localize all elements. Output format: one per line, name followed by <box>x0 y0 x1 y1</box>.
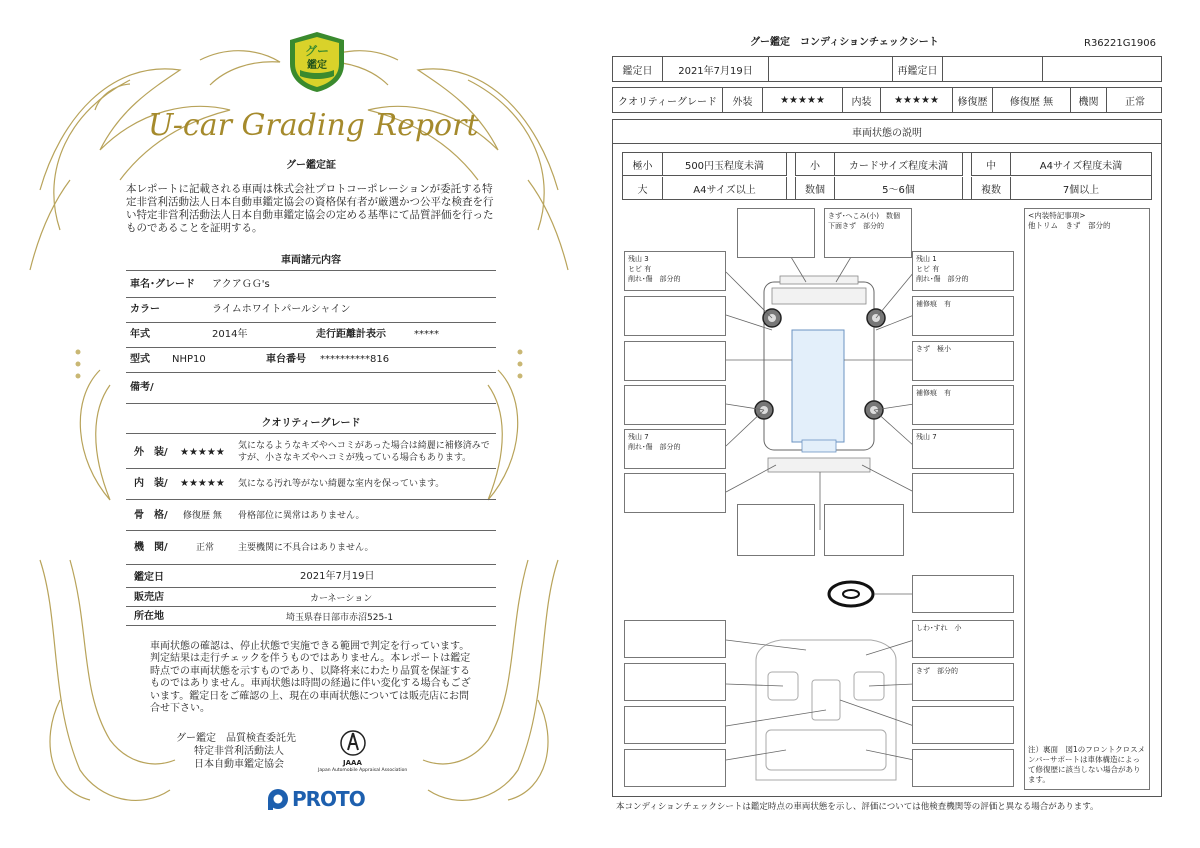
engine-description: 主要機関に不具合はありません。 <box>238 543 374 553</box>
svg-text:グー: グー <box>304 44 330 58</box>
interior-special-notes <box>1024 208 1150 790</box>
color-value: ライムホワイトパールシャイン <box>212 304 351 315</box>
note-text: 残山 1 <box>916 255 937 263</box>
legend-label-4: 数個 <box>795 177 835 200</box>
frame-value: 修復歴 無 <box>183 511 222 521</box>
condition-check-sheet <box>606 0 1200 848</box>
divider <box>126 499 496 500</box>
date-value: 2021年7月19日 <box>300 571 375 582</box>
condition-box-left-6 <box>624 473 726 513</box>
frame-description: 骨格部位に異常はありません。 <box>238 511 365 521</box>
frame-label: 骨 格/ <box>134 510 168 521</box>
divider <box>126 587 496 588</box>
interior-label: 内 装/ <box>134 478 168 489</box>
special-notes-text: 他トリム きず 部分的 <box>1028 221 1111 230</box>
legend-value-5: 7個以上 <box>1062 185 1100 196</box>
year-label: 年式 <box>130 329 150 340</box>
jaaa-abbreviation: JAAA <box>343 759 362 767</box>
inspection-line-2: 特定非営利活動法人 <box>194 746 284 757</box>
car-top-view <box>755 276 885 472</box>
exterior-label: 外装 <box>723 88 763 112</box>
interior-box-left-4 <box>624 749 726 787</box>
divider <box>126 322 496 323</box>
condition-box-steering <box>912 575 1014 613</box>
note-text: しわ･すれ 小 <box>916 624 962 632</box>
sheet-code: R36221G1906 <box>1084 38 1156 49</box>
repair-label: 修復歴 <box>953 88 993 112</box>
inspection-line-1: グー鑑定 品質検査委託先 <box>176 733 296 744</box>
inspection-line-3: 日本自動車鑑定協会 <box>194 759 284 770</box>
divider <box>126 433 496 434</box>
note-text: 下面きず 部分的 <box>828 222 884 230</box>
condition-box-bottom-left <box>737 504 815 556</box>
special-notes-title: <内装特記事項> <box>1028 211 1086 220</box>
address-label: 所在地 <box>134 611 164 622</box>
divider <box>126 468 496 469</box>
note-text: 削れ･傷 部分的 <box>628 443 681 451</box>
legend-label-0: 極小 <box>623 153 663 176</box>
legend-value-4: 5～6個 <box>835 177 963 200</box>
redate-label: 再鑑定日 <box>893 57 943 81</box>
jaaa-emblem <box>340 728 366 758</box>
engine-label: 機関 <box>1071 88 1107 112</box>
condition-box-top-left <box>737 208 815 258</box>
chassis-label: 車台番号 <box>266 354 306 365</box>
legend-label-5: 複数 <box>971 177 1011 200</box>
sheet-title: グー鑑定 コンディションチェックシート <box>750 37 939 48</box>
condition-box-right-6 <box>912 473 1014 513</box>
goo-kantei-logo <box>286 30 348 94</box>
model-label: 型式 <box>130 354 150 365</box>
interior-description: 気になる汚れ等がない綺麗な室内を保っています。 <box>238 479 445 489</box>
note-text: ヒビ 有 <box>916 265 940 273</box>
chassis-value: **********816 <box>320 354 390 365</box>
condition-box-right-2 <box>912 296 1014 336</box>
repair-value: 修復歴 無 <box>993 88 1071 112</box>
svg-text:鑑定: 鑑定 <box>307 60 327 71</box>
engine-value: 正常 <box>196 543 215 553</box>
condition-box-left-1 <box>624 251 726 291</box>
interior-label: 内装 <box>843 88 881 112</box>
note-text: 補修痕 有 <box>916 300 951 308</box>
divider <box>126 270 496 271</box>
engine-label: 機 関/ <box>134 542 168 553</box>
engine-value: 正常 <box>1125 96 1145 108</box>
legend-label-1: 小 <box>795 153 835 176</box>
condition-box-left-3 <box>624 341 726 381</box>
mileage-value: ***** <box>414 329 439 340</box>
note-text: 補修痕 有 <box>916 389 951 397</box>
proto-logo-text: PROTO <box>292 787 365 811</box>
divider <box>126 297 496 298</box>
dealer-value: カーネーション <box>310 594 373 604</box>
note-text: 残山 7 <box>628 433 649 441</box>
interior-box-left-2 <box>624 663 726 701</box>
condition-box-left-2 <box>624 296 726 336</box>
legend-label-3: 大 <box>623 177 663 200</box>
interior-box-right-3 <box>912 706 1014 744</box>
quality-label: クオリティーグレード <box>613 88 723 112</box>
condition-box-left-4 <box>624 385 726 425</box>
report-title: U-car Grading Report <box>148 108 479 143</box>
spec-heading: 車両諸元内容 <box>281 255 341 266</box>
address-value: 埼玉県春日部市赤沼525-1 <box>286 613 394 623</box>
exterior-stars: ★★★★★ <box>180 447 225 458</box>
certificate-heading: グー鑑定証 <box>286 160 336 171</box>
color-label: カラー <box>130 304 160 315</box>
model-value: NHP10 <box>172 354 206 365</box>
condition-box-right-4 <box>912 385 1014 425</box>
divider <box>126 372 496 373</box>
certificate-intro: 本レポートに記載される車両は株式会社プロトコーポレーションが委託する特定非営利活動法人日本自動車鑑定協会の資格保有者が厳選かつ公平な検査を行い特定非営利活動法人日本自動車鑑定協会の定める基準にて品質評価を行ったものであることを証明する。 <box>126 183 494 234</box>
name-label: 車名･グレード <box>130 279 195 290</box>
legend-value-3: A4サイズ以上 <box>663 177 787 200</box>
interior-stars: ★★★★★ <box>881 88 953 112</box>
dealer-label: 販売店 <box>134 592 164 603</box>
interior-box-right-1 <box>912 620 1014 658</box>
grade-heading: クオリティーグレード <box>261 418 361 429</box>
exterior-description: 気になるようなキズやヘコミがあった場合は綺麗に補修済みですが、小さなキズやヘコミが残っている場合もあります。 <box>238 441 490 463</box>
interior-box-right-4 <box>912 749 1014 787</box>
exterior-label: 外 装/ <box>134 447 168 458</box>
divider <box>126 606 496 607</box>
divider <box>126 403 496 404</box>
date-value: 2021年7月19日 <box>663 57 769 81</box>
note-text: きず･へこみ(小) 数個 <box>828 212 900 220</box>
legend-title: 車両状態の説明 <box>612 119 1162 144</box>
date-label: 鑑定日 <box>613 57 663 81</box>
legend-label-2: 中 <box>971 153 1011 176</box>
legend-value-1: カードサイズ程度未満 <box>835 153 963 176</box>
legend-value-2: A4サイズ程度未満 <box>1011 153 1151 176</box>
condition-box-right-3 <box>912 341 1014 381</box>
steering-wheel-icon <box>829 582 873 606</box>
condition-box-left-5 <box>624 429 726 469</box>
grading-certificate <box>0 0 598 848</box>
disclaimer: 車両状態の確認は、停止状態で実施できる範囲で判定を行っています。判定結果は走行チェックを伴うものではありません。本レポートは鑑定時点での車両状態を示すものであり、以降将来にわたり品質を保証するものではありません。車両状態は時間の経過に伴い変化する場合もございます。鑑定日をご確認の上、現在の車両状態については販売店にお問合せ下さい。 <box>150 641 471 715</box>
note-text: きず 部分的 <box>916 667 958 675</box>
note-text: きず 極小 <box>916 345 951 353</box>
mileage-label: 走行距離計表示 <box>316 329 386 340</box>
exterior-stars: ★★★★★ <box>763 88 843 112</box>
divider <box>126 347 496 348</box>
condition-box-right-5 <box>912 429 1014 469</box>
interior-box-left-1 <box>624 620 726 658</box>
interior-stars: ★★★★★ <box>180 478 225 489</box>
note-text: 残山 7 <box>916 433 937 441</box>
interior-box-left-3 <box>624 706 726 744</box>
sheet-footer-note: 本コンディションチェックシートは鑑定時点の車両状態を示し、評価については他検査機関等の評価と異なる場合があります。 <box>616 802 1099 812</box>
note-text: ヒビ 有 <box>628 265 652 273</box>
proto-logo <box>266 786 366 812</box>
condition-box-right-1 <box>912 251 1014 291</box>
divider <box>126 625 496 626</box>
divider <box>126 564 496 565</box>
legend-value-0: 500円玉程度未満 <box>663 153 787 176</box>
name-value: アクアＧＧ's <box>212 279 270 290</box>
jaaa-full-name: Japan Automobile Appraisal Association <box>318 768 408 773</box>
note-text: 残山 3 <box>628 255 649 263</box>
frame-note: 注）裏面 図1のフロントクロスメンバーサポートは車体構造によって修復歴に該当しない場合があります。 <box>1028 745 1146 784</box>
date-label: 鑑定日 <box>134 572 164 583</box>
note-text: 削れ･傷 部分的 <box>916 275 969 283</box>
note-text: 削れ･傷 部分的 <box>628 275 681 283</box>
notes-label: 備考/ <box>130 382 154 393</box>
year-value: 2014年 <box>212 329 248 340</box>
condition-box-bottom-center <box>824 504 904 556</box>
interior-box-right-2 <box>912 663 1014 701</box>
divider <box>126 530 496 531</box>
condition-box-top-center <box>824 208 912 258</box>
